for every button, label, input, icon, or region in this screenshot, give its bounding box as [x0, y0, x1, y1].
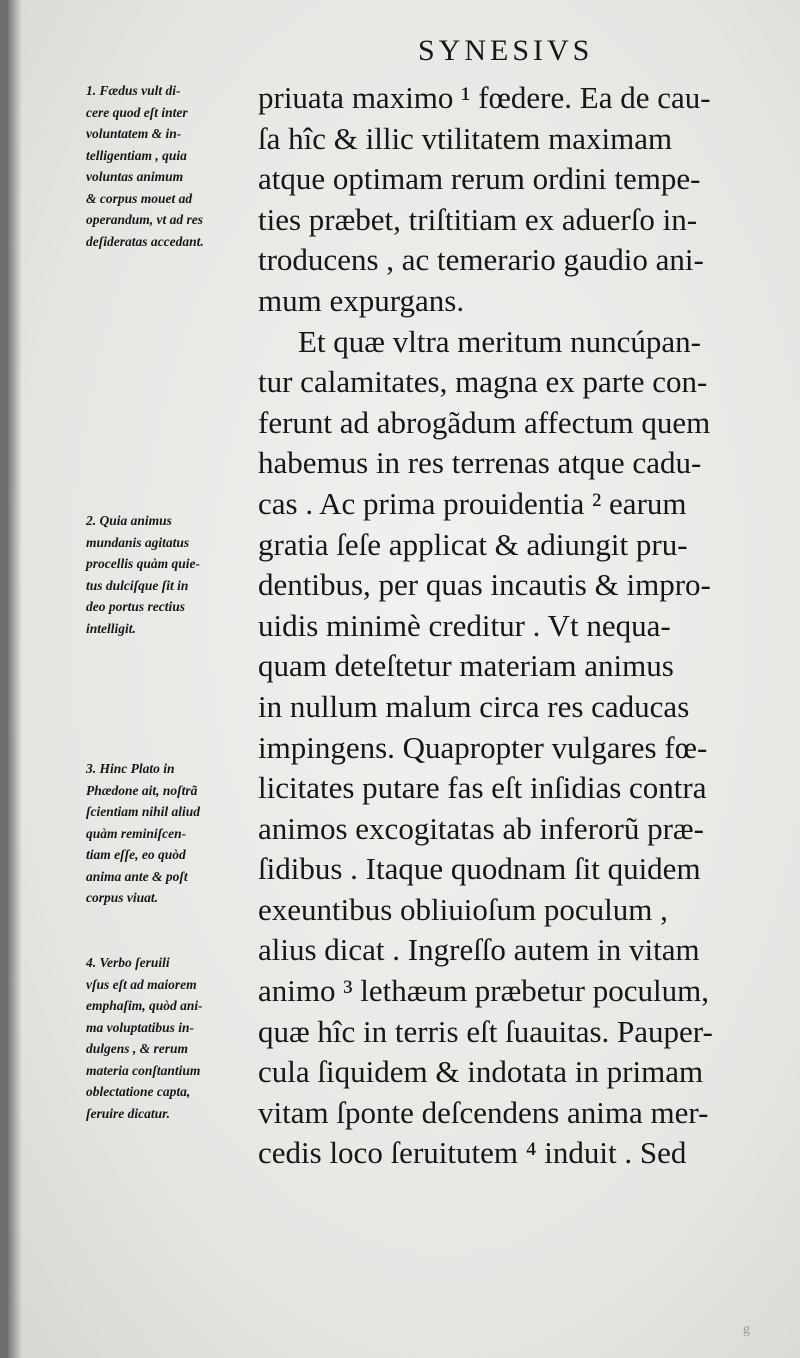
text-line: cula ſiquidem & indotata in primam: [258, 1054, 704, 1090]
main-text-block: [258, 78, 778, 1174]
note-line: Phædone ait, noſtrã: [86, 782, 198, 798]
text-line: cedis loco ſeruitutem ⁴ induit . Sed: [258, 1135, 687, 1171]
book-page: [8, 0, 800, 1358]
note-line: deo portus rectius: [86, 599, 186, 614]
text-line: alius dicat . Ingreſſo autem in vitam: [258, 932, 700, 968]
text-line: priuata maximo ¹ fœdere. Ea de cau-: [258, 80, 711, 115]
note-line: quàm reminiſcen-: [86, 825, 187, 841]
text-line: ferunt ad abrogãdum affectum quem: [258, 404, 711, 440]
text-line: tur calamitates, magna ex parte con-: [258, 364, 708, 400]
note-line: tiam eſſe, eo quòd: [86, 847, 186, 862]
page-mark: g: [743, 1322, 750, 1337]
marginal-note-2: [86, 510, 266, 639]
text-line: in nullum malum circa res caducas: [258, 688, 690, 724]
note-line: tus dulciſque ſit in: [86, 577, 189, 593]
running-header: SYNESIVS: [418, 34, 594, 67]
text-line: quam deteſtetur materiam animus: [258, 648, 674, 684]
text-line: uidis minimè creditur . Vt nequa-: [258, 607, 671, 643]
text-line: animos excogitatas ab inferorũ præ-: [258, 810, 704, 846]
note-line: cere quod eſt inter: [86, 104, 188, 120]
note-line: voluntas animum: [86, 169, 184, 184]
text-line: quæ hîc in terris eſt ſuauitas. Pauper-: [258, 1013, 713, 1049]
text-line: ties præbet, triſtitiam ex aduerſo in-: [258, 201, 698, 237]
note-line: anima ante & poſt: [86, 868, 188, 884]
note-line: ſeruire dicatur.: [86, 1105, 171, 1121]
text-line: ſa hîc & illic vtilitatem maximam: [258, 120, 673, 156]
note-line: ma voluptatibus in-: [86, 1019, 195, 1035]
text-line: Et quæ vltra meritum nuncúpan-: [298, 323, 701, 359]
note-line: 4. Verbo ſeruili: [86, 955, 170, 970]
text-line: impingens. Quapropter vulgares fœ-: [258, 729, 708, 765]
note-line: deſideratas accedant.: [86, 233, 204, 249]
text-line: atque optimam rerum ordini tempe-: [258, 161, 701, 197]
text-line: troducens , ac temerario gaudio ani-: [258, 242, 704, 278]
note-line: vſus eſt ad maiorem: [86, 976, 197, 992]
note-line: 2. Quia animus: [86, 513, 172, 528]
text-line: gratia ſeſe applicat & adiungit pru-: [258, 526, 688, 562]
note-line: operandum, vt ad res: [86, 212, 204, 227]
note-line: materia conſtantium: [86, 1062, 201, 1078]
note-line: emphaſim, quòd ani-: [86, 998, 203, 1013]
text-line: cas . Ac prima prouidentia ² earum: [258, 485, 687, 521]
text-line: ſidibus . Itaque quodnam ſit quidem: [258, 851, 701, 887]
text-line: habemus in res terrenas atque cadu-: [258, 445, 702, 481]
text-line: dentibus, per quas incautis & impro-: [258, 567, 711, 603]
text-line: licitates putare fas eſt inſidias contra: [258, 770, 707, 806]
marginal-note-1: [86, 80, 266, 252]
text-line: animo ³ lethæum præbetur poculum,: [258, 973, 709, 1009]
note-line: 3. Hinc Plato in: [86, 761, 175, 776]
note-line: procellis quàm quie-: [86, 556, 200, 571]
note-line: voluntatem & in-: [86, 126, 182, 141]
marginal-note-4: [86, 952, 266, 1124]
note-line: & corpus mouet ad: [86, 190, 193, 206]
note-line: oblectatione capta,: [86, 1084, 191, 1099]
note-line: mundanis agitatus: [86, 534, 190, 550]
note-line: telligentiam , quia: [86, 147, 187, 163]
note-line: ſcientiam nihil aliud: [86, 804, 201, 819]
text-line: vitam ſponte deſcendens anima mer-: [258, 1094, 709, 1130]
marginal-note-3: [86, 758, 266, 909]
gutter-shadow: [8, 0, 22, 1358]
note-line: intelligit.: [86, 620, 136, 636]
note-line: 1. Fædus vult di-: [86, 83, 181, 98]
note-line: corpus viuat.: [86, 890, 159, 905]
text-line: exeuntibus obliuioſum poculum ,: [258, 891, 668, 927]
text-line: mum expurgans.: [258, 282, 465, 318]
note-line: dulgens , & rerum: [86, 1041, 189, 1056]
